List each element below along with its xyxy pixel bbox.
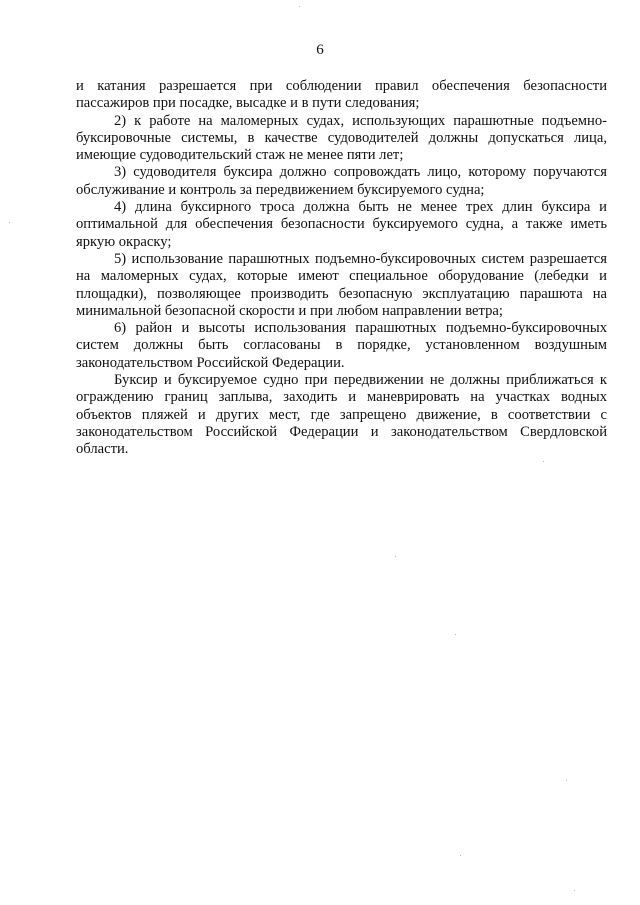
paragraph-item-6: 6) район и высоты использования парашютных подъемно-буксировочных систем должны быть согласованы в порядке, установленном воздушным законодательством Российской Федерации.	[76, 320, 607, 371]
page-number: 6	[316, 42, 324, 58]
scan-speck	[566, 780, 567, 781]
paragraph-item-2: 2) к работе на маломерных судах, использующих парашютные подъемно-буксировочные системы, в качестве судоводителей должны допускаться лица, имеющие судоводительский стаж не менее пяти лет;	[76, 112, 607, 164]
paragraph-towing-rules: Буксир и буксируемое судно при передвижении не должны приближаться к ограждению границ заплыва, заходить и маневрировать на участках водных объектов пляжей и других мест, где запрещено движение, в соответствии с законодательством Российской Федерации и законодательством Свердловской области.	[76, 372, 607, 458]
scan-speck	[574, 890, 575, 891]
scan-speck	[299, 6, 300, 7]
scan-speck	[395, 556, 396, 557]
scan-speck	[543, 461, 544, 462]
paragraph-continuation: и катания разрешается при соблюдении правил обеспечения безопасности пассажиров при посадке, высадке и в пути следования;	[76, 78, 607, 112]
paragraph-item-5: 5) использование парашютных подъемно-буксировочных систем разрешается на маломерных судах, которые имеют специальное оборудование (лебедки и площадки), позволяющее производить безопасную эксплуатацию парашюта на минимальной безопасной скорости и при любом направлении ветра;	[76, 250, 607, 319]
paragraph-item-4: 4) длина буксирного троса должна быть не менее трех длин буксира и оптимальной для обеспечения безопасности буксируемого судна, а также иметь яркую окраску;	[76, 199, 607, 250]
scan-speck	[455, 634, 456, 635]
scan-speck	[9, 222, 10, 223]
paragraph-item-3: 3) судоводителя буксира должно сопровождать лицо, которому поручаются обслуживание и контроль за передвижением буксируемого судна;	[76, 164, 607, 198]
document-body	[76, 78, 607, 459]
scan-speck	[460, 855, 461, 856]
